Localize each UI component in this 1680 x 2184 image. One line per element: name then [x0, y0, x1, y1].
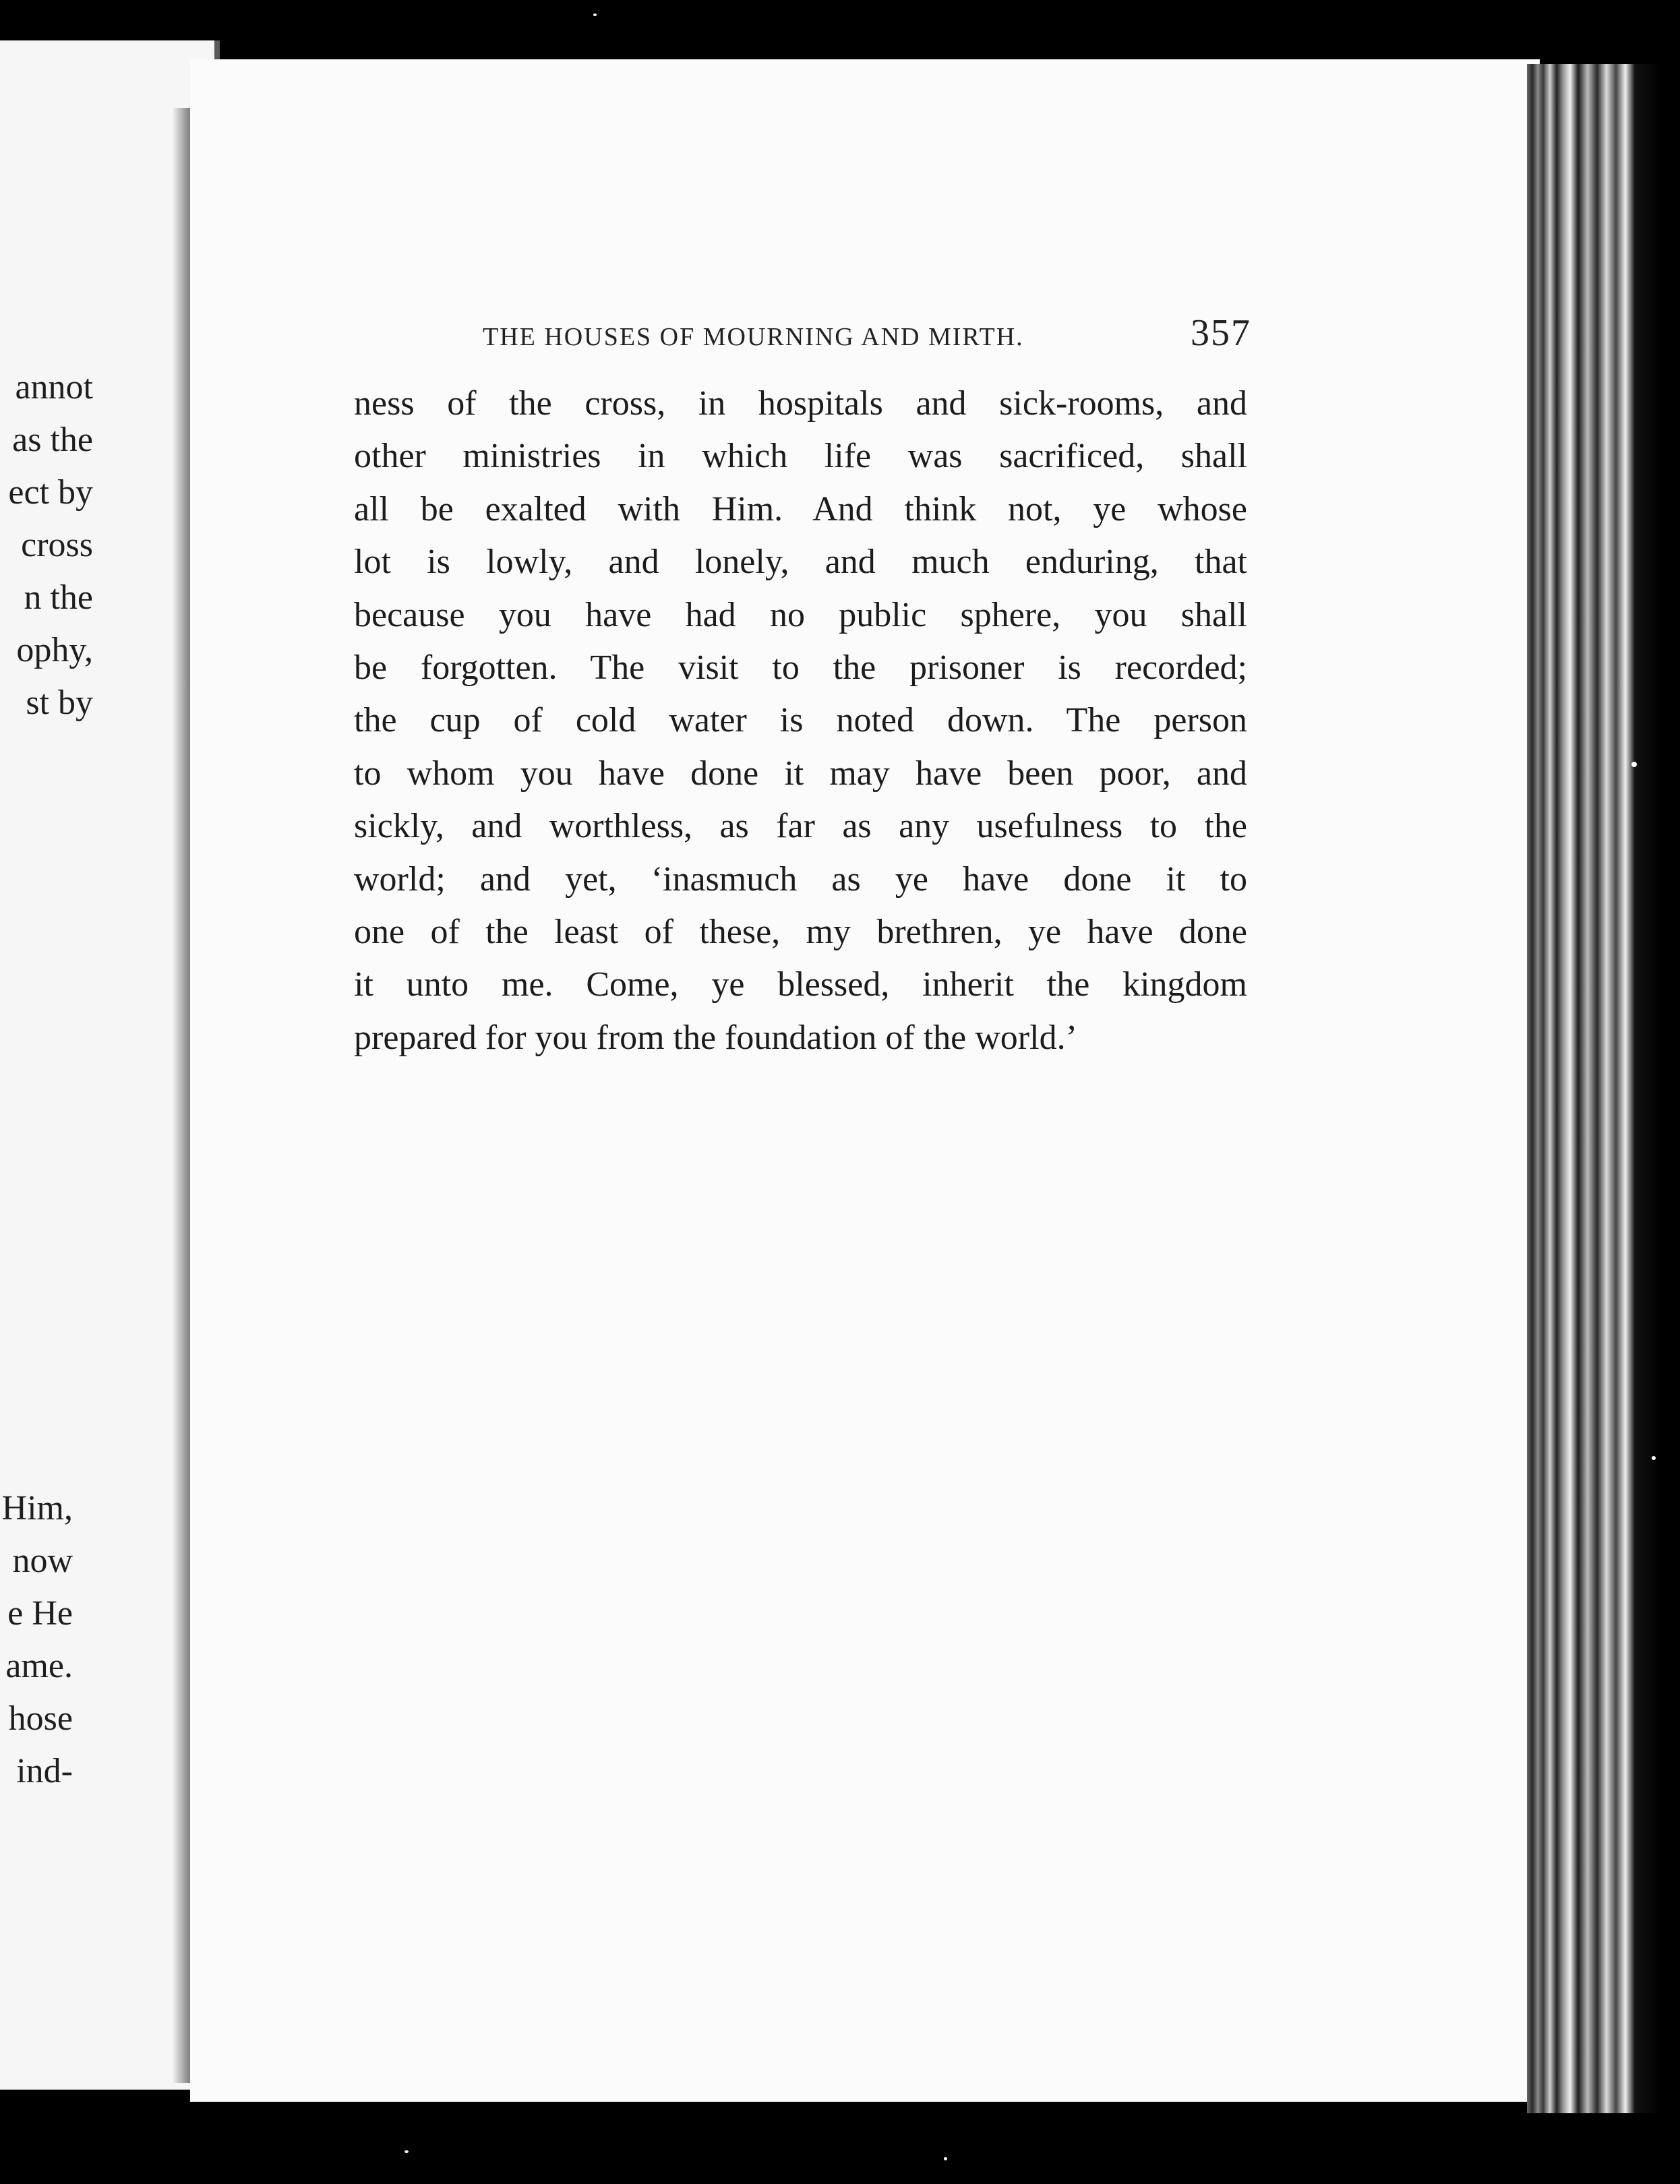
left-fragment: e He	[7, 1594, 73, 1633]
text-line: prepared for you from the foundation of the world.’	[354, 1018, 1077, 1057]
page-number: 357	[1191, 312, 1251, 354]
left-fragment: n the	[24, 578, 93, 617]
right-page	[190, 59, 1540, 2102]
text-line: because you have had no public sphere, you shall	[354, 595, 1247, 634]
left-fragment: ophy,	[16, 631, 93, 669]
left-fragment: now	[12, 1542, 73, 1580]
left-fragment: ect by	[8, 473, 93, 512]
text-line: ness of the cross, in hospitals and sick-rooms, and	[354, 384, 1247, 423]
text-line: be forgotten. The visit to the prisoner is recorded;	[354, 648, 1247, 687]
text-line: the cup of cold water is noted down. The person	[354, 701, 1247, 740]
running-head	[483, 311, 1251, 355]
body-text	[354, 377, 1247, 1064]
scan-speck	[593, 13, 597, 16]
text-line: lot is lowly, and lonely, and much enduring, that	[354, 543, 1247, 582]
text-line: sickly, and worthless, as far as any usefulness to the	[354, 807, 1247, 846]
text-line: to whom you have done it may have been poor, and	[354, 754, 1247, 793]
scan-speck	[1631, 762, 1637, 767]
left-fragment: hose	[8, 1699, 73, 1738]
running-title: THE HOUSES OF MOURNING AND MIRTH.	[483, 323, 1024, 351]
scan-speck	[1652, 1456, 1656, 1460]
left-fragment: cross	[21, 526, 93, 564]
left-fragment: st by	[26, 684, 93, 722]
scan-speck	[404, 2150, 409, 2153]
text-line: all be exalted with Him. And think not, ye whose	[354, 489, 1247, 528]
left-fragment: Him,	[1, 1489, 73, 1527]
text-line: it unto me. Come, ye blessed, inherit the kingdom	[354, 965, 1247, 1004]
text-line: world; and yet, ‘inasmuch as ye have done it to	[354, 859, 1247, 899]
left-facing-page	[0, 40, 220, 2090]
left-fragment: ame.	[5, 1647, 73, 1685]
text-line: other ministries in which life was sacrificed, shall	[354, 437, 1247, 476]
text-line: one of the least of these, my brethren, ye have done	[354, 912, 1247, 951]
left-fragment: annot	[15, 368, 93, 406]
left-fragment: as the	[12, 421, 93, 459]
scan-speck	[944, 2157, 947, 2160]
left-fragment: ind-	[16, 1752, 73, 1790]
page-block-edges	[1527, 64, 1662, 2113]
